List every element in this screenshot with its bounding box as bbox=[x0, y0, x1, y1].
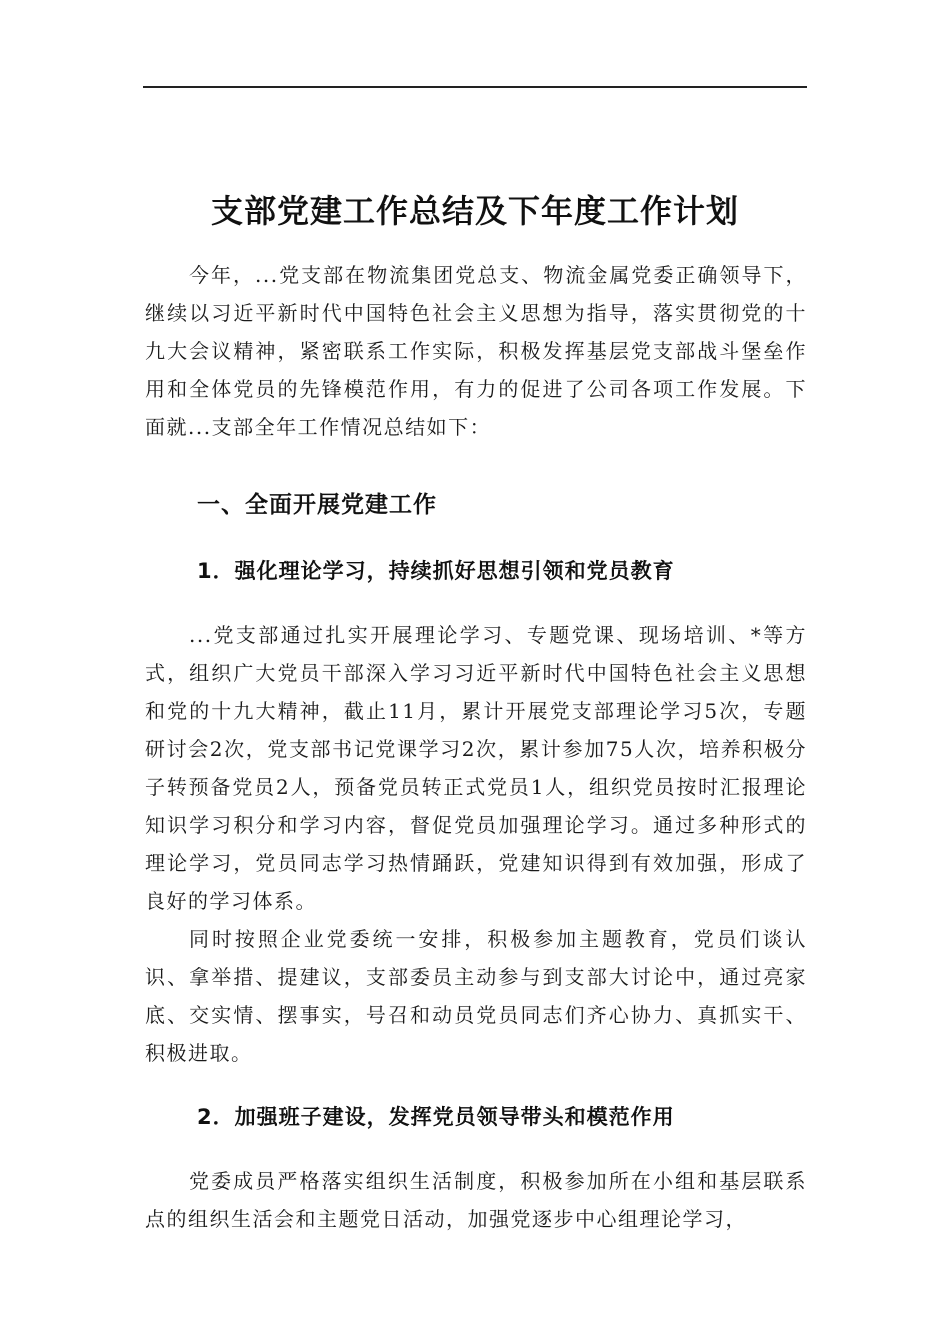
document-body bbox=[145, 256, 807, 1238]
section-heading-1: 一、全面开展党建工作 bbox=[197, 492, 437, 518]
document-title: 支部党建工作总结及下年度工作计划 bbox=[210, 192, 739, 231]
subsection-1-paragraph-1: ...党支部通过扎实开展理论学习、专题党课、现场培训、*等方式，组织广大党员干部深入学习习近平新时代中国特色社会主义思想和党的十九大精神，截止11月，累计开展党支部理论学习5次，专题研讨会2次，党支部书记党课学习2次，累计参加75人次，培养积极分子转预备党员2人，预备党员转正式党员1人，组织党员按时汇报理论知识学习积分和学习内容，督促党员加强理论学习。通过多种形式的理论学习，党员同志学习热情踊跃，党建知识得到有效加强，形成了良好的学习体系。 bbox=[145, 623, 807, 913]
subsection-heading-2: 2．加强班子建设，发挥党员领导带头和模范作用 bbox=[197, 1105, 675, 1129]
subsection-2-paragraph-1: 党委成员严格落实组织生活制度，积极参加所在小组和基层联系点的组织生活会和主题党日活动，加强党逐步中心组理论学习， bbox=[145, 1169, 807, 1231]
intro-paragraph: 今年，...党支部在物流集团党总支、物流金属党委正确领导下，继续以习近平新时代中国特色社会主义思想为指导，落实贯彻党的十九大会议精神，紧密联系工作实际，积极发挥基层党支部战斗堡垒作用和全体党员的先锋模范作用，有力的促进了公司各项工作发展。下面就...支部全年工作情况总结如下： bbox=[145, 263, 807, 439]
subsection-heading-1: 1．强化理论学习，持续抓好思想引领和党员教育 bbox=[197, 559, 675, 583]
header-rule bbox=[143, 86, 807, 88]
subsection-1-paragraph-2: 同时按照企业党委统一安排，积极参加主题教育，党员们谈认识、拿举措、提建议，支部委员主动参与到支部大讨论中，通过亮家底、交实情、摆事实，号召和动员党员同志们齐心协力、真抓实干、积极进取。 bbox=[145, 927, 807, 1065]
